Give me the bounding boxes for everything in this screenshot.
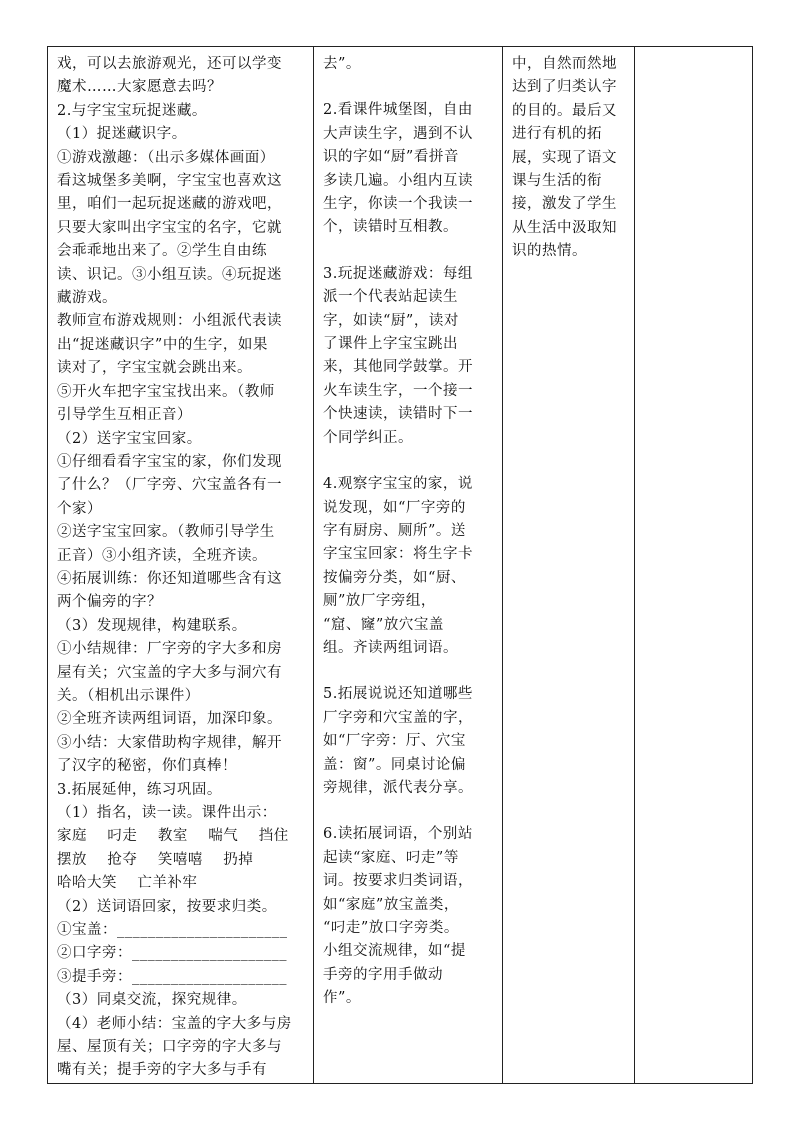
text-line: ②全班齐读两组词语，加深印象。 (57, 711, 282, 728)
text-line: 课与生活的衔 (512, 173, 602, 190)
text-line: “叼走”放口字旁类。 (323, 920, 459, 936)
table-row (48, 47, 753, 1084)
text-line: 派一个代表站起读生 (323, 289, 458, 306)
text-line: 来，其他同学鼓掌。开 (323, 359, 473, 376)
text-line: 家庭 叼走 教室 喘气 挡住 (57, 828, 289, 845)
text-line: 嘴有关；提手旁的字大多与手有 (57, 1062, 267, 1079)
text-line: 3.玩捉迷藏游戏：每组 (323, 265, 473, 282)
text-line: （2）送词语回家，按要求归类。 (57, 898, 277, 915)
text-line: 出“捉迷藏识字”中的生字，如果 (57, 336, 268, 353)
lesson-plan-table (47, 46, 753, 1084)
text-line: 中，自然而然地 (512, 56, 617, 72)
text-line: 去”。 (323, 56, 361, 72)
text-line: 字，如读“厨”，读对 (323, 312, 459, 329)
text-line: 接，激发了学生 (512, 196, 617, 213)
text-line: ③提手旁：____________________ (57, 968, 287, 985)
student-activity-cell (314, 47, 503, 1084)
text-line: 进行有机的拓 (512, 126, 602, 143)
text-line: 旁规律，派代表分享。 (323, 779, 473, 796)
paragraph-gap (323, 800, 496, 823)
teacher-activity-cell (48, 47, 314, 1084)
paragraph-gap (323, 450, 496, 473)
text-line: 了课件上字宝宝跳出 (323, 336, 458, 353)
text-line: 读、识记。③小组互读。④玩捉迷 (57, 266, 282, 283)
text-line: 手旁的字用手做动 (323, 966, 443, 983)
text-line: 从生活中汲取知 (512, 219, 617, 236)
text-line: 达到了归类认字 (512, 79, 617, 96)
text-line: 6.读拓展词语，个别站 (323, 826, 473, 843)
text-line: 识的热情。 (512, 243, 587, 260)
text-line: 按偏旁分类，如“厨、 (323, 569, 466, 586)
text-line: 摆放 抢夺 笑嘻嘻 扔掉 (57, 851, 254, 868)
text-line: 教师宣布游戏规则：小组派代表读 (57, 313, 282, 330)
text-line: 魔术……大家愿意去吗？ (57, 79, 222, 96)
text-line: 多读几遍。小组内互读 (323, 172, 473, 189)
text-line: 会乖乖地出来了。②学生自由练 (57, 243, 267, 260)
text-line: ③小结：大家借助构字规律，解开 (57, 734, 282, 751)
text-line: 的目的。最后又 (512, 102, 617, 119)
text-line: 个快速读，读错时下一 (323, 406, 473, 423)
text-line: ②送字宝宝回家。（教师引导学生 (57, 524, 275, 541)
text-line: 里，咱们一起玩捉迷藏的游戏吧， (57, 196, 282, 213)
text-line: 字宝宝回家：将生字卡 (323, 546, 473, 563)
text-line: 4.观察字宝宝的家，说 (323, 476, 473, 493)
text-line: 组。齐读两组词语。 (323, 639, 458, 656)
text-line: 5.拓展说说还知道哪些 (323, 686, 473, 703)
text-line: 起读“家庭、叼走”等 (323, 849, 459, 866)
text-line: （3）同桌交流，探究规律。 (57, 992, 247, 1009)
text-line: 展，实现了语文 (512, 149, 617, 166)
text-line: 藏游戏。 (57, 290, 117, 307)
text-line: 哈哈大笑 亡羊补牢 (57, 875, 198, 892)
paragraph-gap (323, 660, 496, 683)
text-line: 说发现，如“厂字旁的 (323, 499, 466, 516)
text-line: （2）送字宝宝回家。 (57, 430, 202, 447)
text-line: 了汉字的秘密，你们真棒！ (57, 758, 237, 775)
paragraph-gap (323, 240, 496, 263)
text-line: 只要大家叫出字宝宝的名字，它就 (57, 219, 282, 236)
text-line: ①宝盖：______________________ (57, 922, 288, 939)
text-line: 3.拓展延伸，练习巩固。 (57, 781, 222, 798)
text-line: （3）发现规律，构建联系。 (57, 617, 247, 634)
text-line: 厕”放厂字旁组， (323, 593, 436, 610)
text-line: 关。（相机出示课件） (57, 687, 200, 704)
text-line: 了什么？（厂字旁、穴宝盖各有一 (57, 477, 282, 494)
text-line: 屋有关；穴宝盖的字大多与洞穴有 (57, 664, 282, 681)
text-line: ②口字旁：____________________ (57, 945, 287, 962)
text-line: 火车读生字，一个接一 (323, 382, 473, 399)
text-line: 大声读生字，遇到不认 (323, 125, 473, 142)
text-line: 作”。 (323, 990, 361, 1007)
text-line: 正音）③小组齐读，全班齐读。 (57, 547, 267, 564)
text-line: 如“厂字旁：厅、穴宝 (323, 733, 466, 750)
text-line: 2.看课件城堡图，自由 (323, 102, 473, 119)
text-line: 两个偏旁的字？ (57, 594, 162, 611)
text-line: 盖：窗”。同桌讨论偏 (323, 756, 466, 773)
text-line: 字有厨房、厕所”。送 (323, 522, 466, 539)
text-line: 读对了，字宝宝就会跳出来。 (57, 360, 252, 377)
text-line: 小组交流规律，如“提 (323, 943, 466, 960)
text-line: “窟、窿”放穴宝盖 (323, 616, 444, 633)
text-line: ⑤开火车把字宝宝找出来。（教师 (57, 383, 275, 400)
text-line: 引导学生互相正音） (57, 407, 192, 424)
text-line: ①小结规律：厂字旁的字大多和房 (57, 641, 282, 658)
text-line: 个同学纠正。 (323, 429, 413, 446)
text-line: 2.与字宝宝玩捉迷藏。 (57, 102, 207, 119)
text-line: 个家） (57, 500, 102, 517)
text-line: 生字，你读一个我读一 (323, 196, 473, 213)
text-line: ④拓展训练：你还知道哪些含有这 (57, 570, 282, 587)
text-line: （4）老师小结：宝盖的字大多与房 (57, 1015, 292, 1032)
text-line: （1）指名，读一读。课件出示： (57, 805, 277, 821)
text-line: 如“家庭”放宝盖类， (323, 896, 459, 913)
text-line: 看这城堡多美啊，字宝宝也喜欢这 (57, 173, 282, 190)
text-line: （1）捉迷藏识字。 (57, 126, 187, 143)
design-intent-cell (503, 47, 635, 1084)
text-line: 识的字如“厨”看拼音 (323, 149, 459, 166)
text-line: 词。按要求归类词语， (323, 873, 473, 890)
text-line: 厂字旁和穴宝盖的字， (323, 709, 473, 726)
notes-cell (635, 47, 753, 1084)
text-line: 个，读错时互相教。 (323, 219, 458, 236)
paragraph-gap (323, 76, 496, 99)
text-line: 屋、屋顶有关；口字旁的字大多与 (57, 1039, 282, 1056)
text-line: ①仔细看看字宝宝的家，你们发现 (57, 453, 282, 470)
text-line: ①游戏激趣：（出示多媒体画面） (57, 149, 275, 166)
text-line: 戏，可以去旅游观光，还可以学变 (57, 56, 282, 72)
